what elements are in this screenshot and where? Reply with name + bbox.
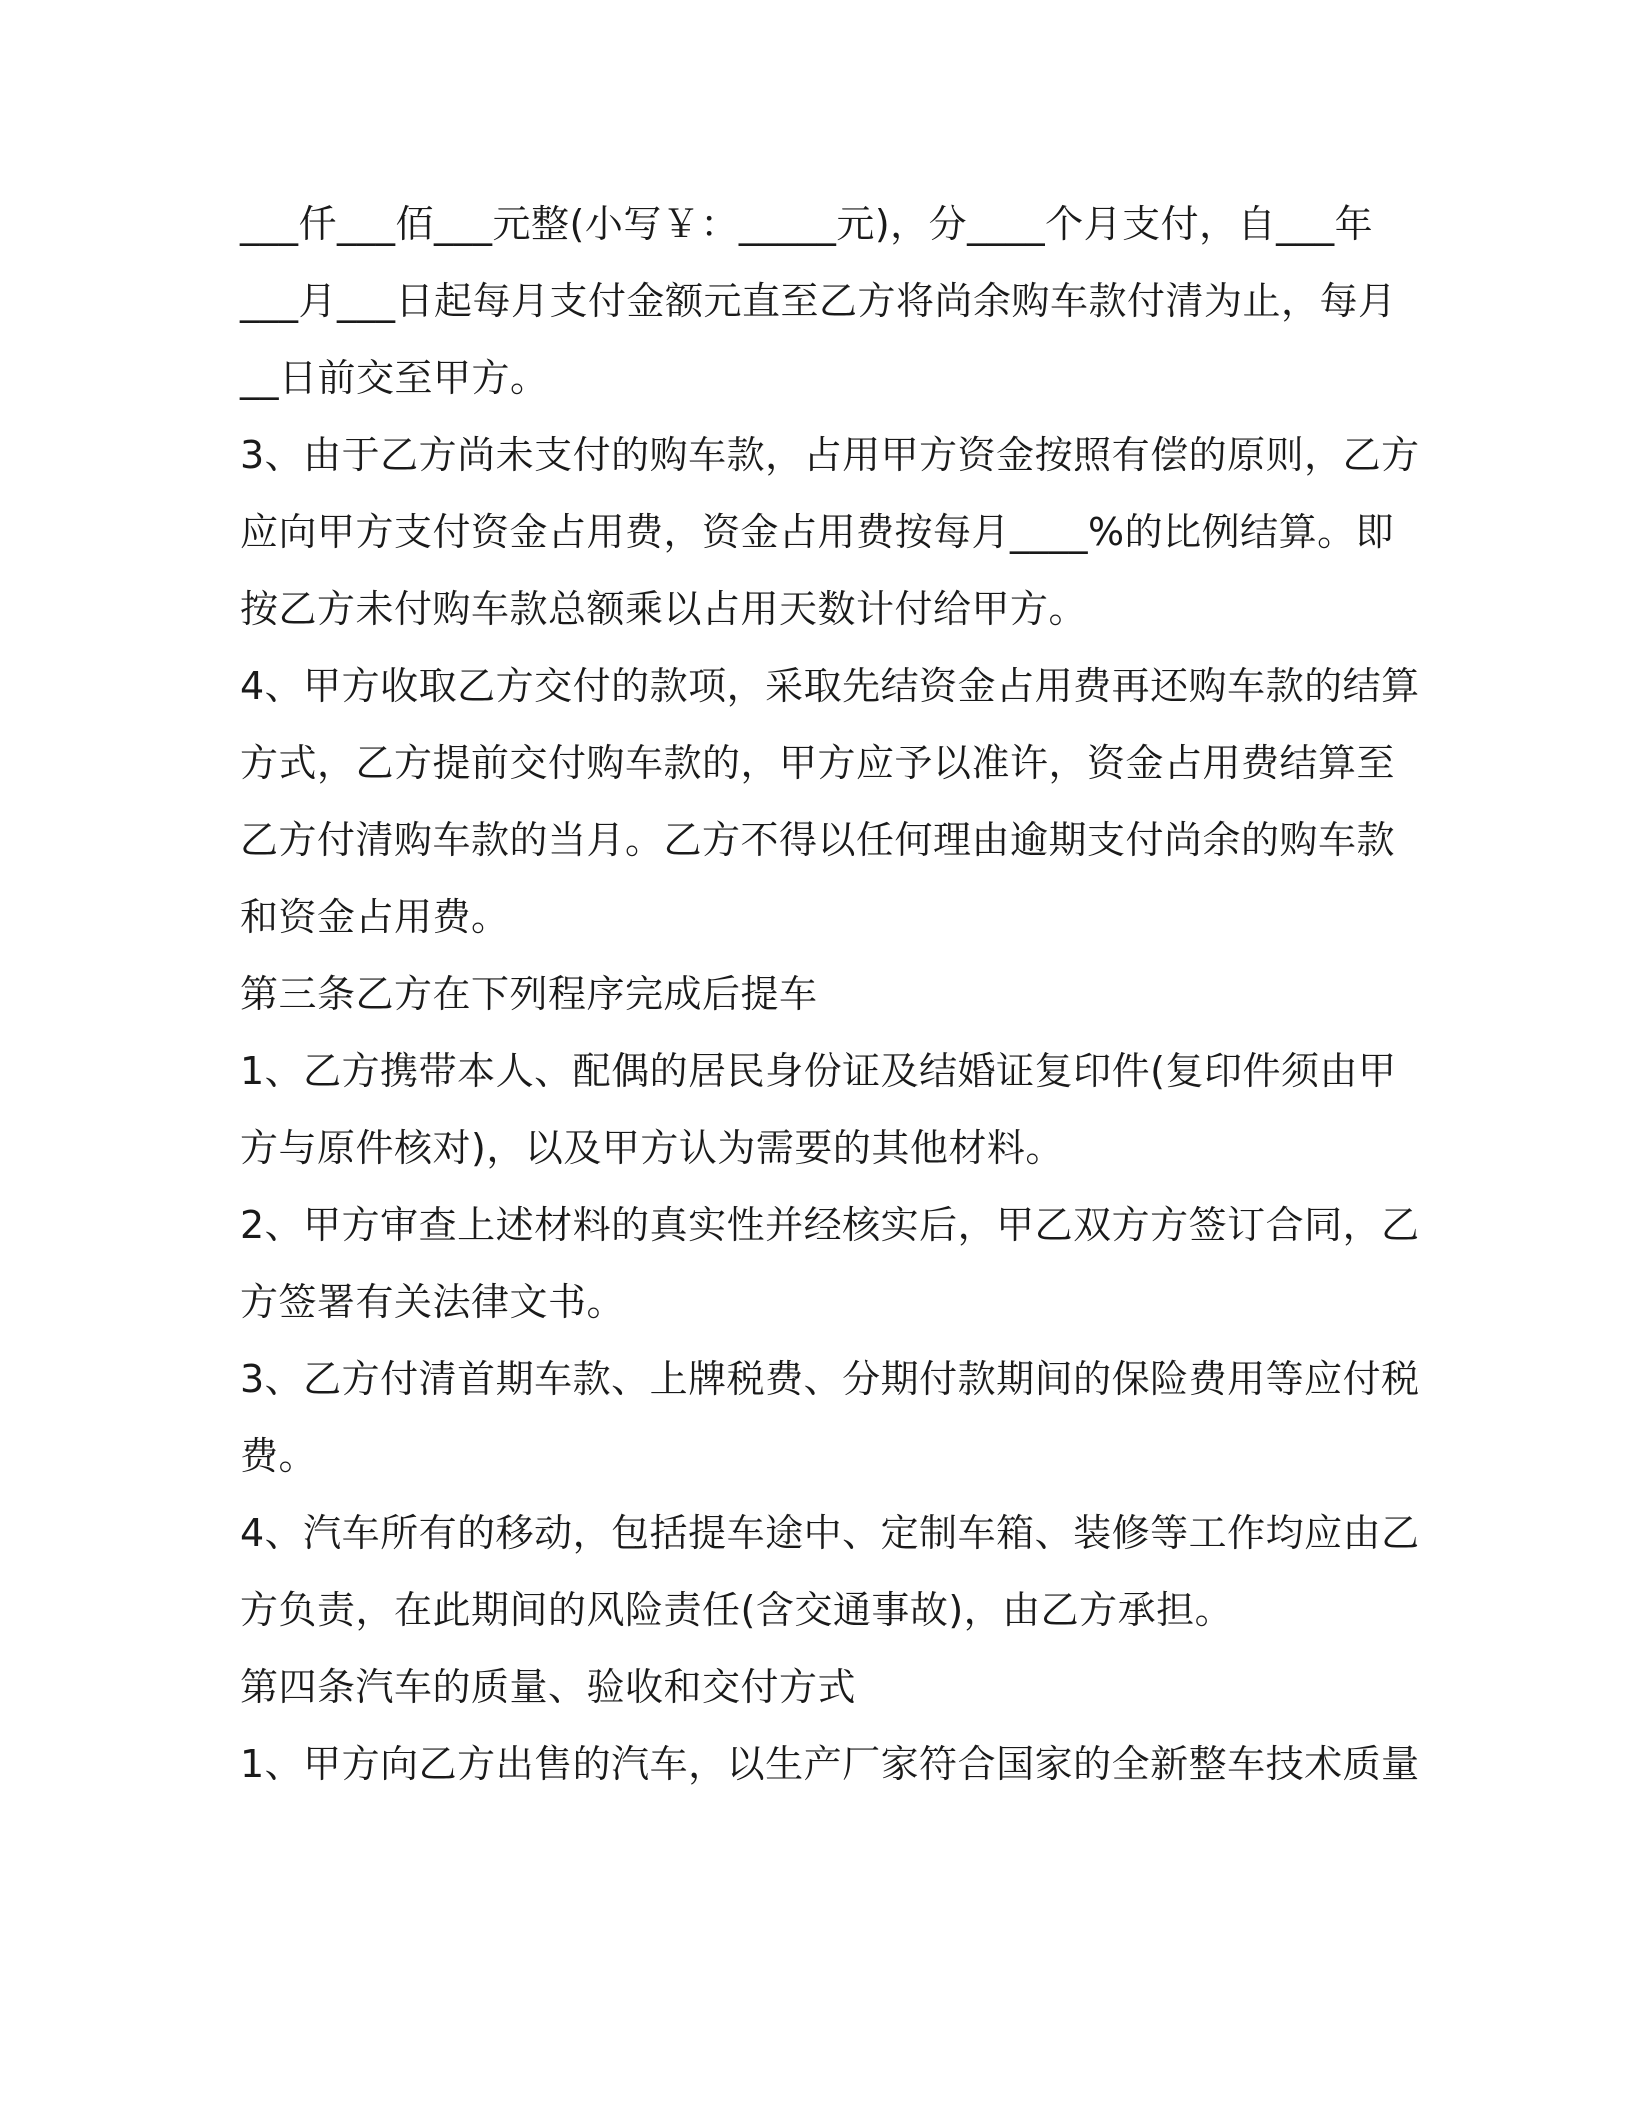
section-heading: 第三条乙方在下列程序完成后提车 bbox=[240, 972, 818, 1016]
text-line: 乙方付清购车款的当月。乙方不得以任何理由逾期支付尚余的购车款 bbox=[240, 818, 1396, 862]
text-line: 费。 bbox=[240, 1434, 318, 1478]
text-line: 3、由于乙方尚未支付的购车款，占用甲方资金按照有偿的原则，乙方 bbox=[240, 433, 1420, 477]
section-heading: 第四条汽车的质量、验收和交付方式 bbox=[240, 1665, 857, 1709]
document-body bbox=[240, 186, 1420, 1803]
text-line: ___仟___佰___元整(小写￥：_____元)，分____个月支付，自___年 bbox=[240, 202, 1374, 246]
text-line: 方签署有关法律文书。 bbox=[240, 1280, 626, 1324]
text-line: 4、甲方收取乙方交付的款项，采取先结资金占用费再还购车款的结算 bbox=[240, 664, 1420, 708]
text-line: 方负责，在此期间的风险责任(含交通事故)，由乙方承担。 bbox=[240, 1588, 1234, 1632]
text-line: 方与原件核对)，以及甲方认为需要的其他材料。 bbox=[240, 1126, 1064, 1170]
text-line: 1、甲方向乙方出售的汽车，以生产厂家符合国家的全新整车技术质量 bbox=[240, 1742, 1420, 1786]
text-line: 1、乙方携带本人、配偶的居民身份证及结婚证复印件(复印件须由甲 bbox=[240, 1049, 1397, 1093]
text-line: 按乙方未付购车款总额乘以占用天数计付给甲方。 bbox=[240, 587, 1088, 631]
text-line: 3、乙方付清首期车款、上牌税费、分期付款期间的保险费用等应付税 bbox=[240, 1357, 1420, 1401]
text-line: 2、甲方审查上述材料的真实性并经核实后，甲乙双方方签订合同，乙 bbox=[240, 1203, 1420, 1247]
text-line: 方式，乙方提前交付购车款的，甲方应予以准许，资金占用费结算至 bbox=[240, 741, 1396, 785]
text-line: 4、汽车所有的移动，包括提车途中、定制车箱、装修等工作均应由乙 bbox=[240, 1511, 1420, 1555]
text-line: 和资金占用费。 bbox=[240, 895, 510, 939]
text-line: __日前交至甲方。 bbox=[240, 356, 549, 400]
text-line: 应向甲方支付资金占用费，资金占用费按每月____%的比例结算。即 bbox=[240, 510, 1395, 554]
text-line: ___月___日起每月支付金额元直至乙方将尚余购车款付清为止，每月 bbox=[240, 279, 1397, 323]
